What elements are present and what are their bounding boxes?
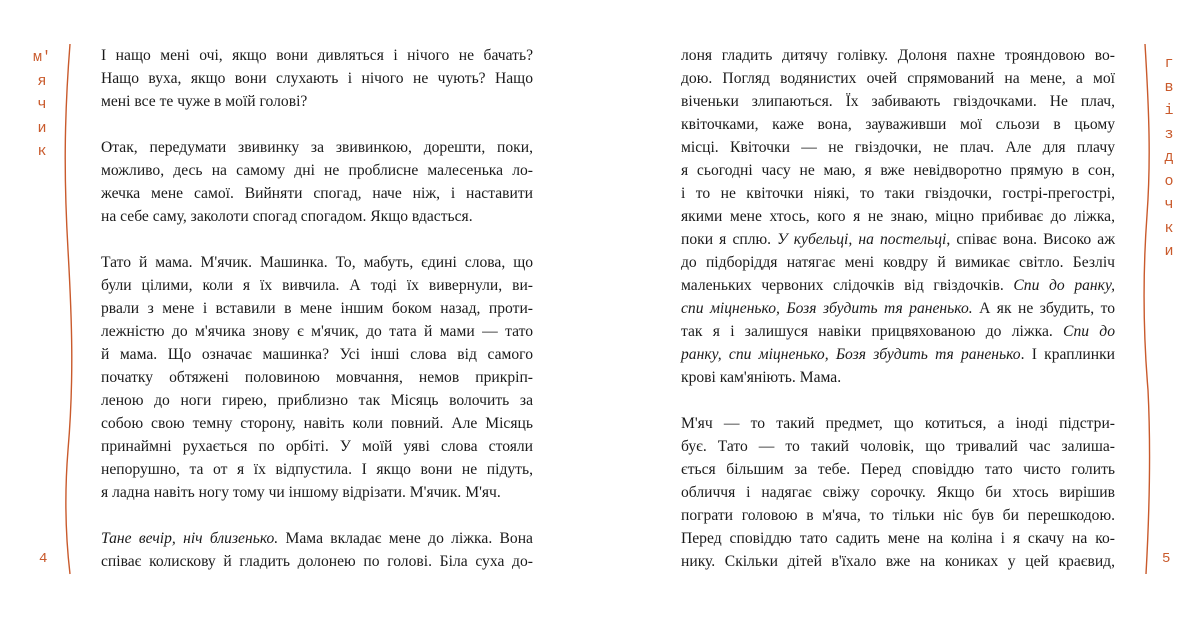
text-line: рвали з мене і вставили в мене іншим боком назад, проти- <box>101 300 533 317</box>
running-title-right <box>1157 52 1181 264</box>
running-title-letter: ч <box>1164 196 1174 213</box>
text-line: М'яч — то такий предмет, що котиться, а іноді підстри- <box>681 415 1115 432</box>
text-run: Мама вкладає мене до ліжка. Вона <box>278 530 533 547</box>
running-title-letter: г <box>1164 55 1174 72</box>
paragraph <box>101 251 533 504</box>
text-line: Тато й мама. М'ячик. Машинка. То, мабуть, єдині слова, що <box>101 254 533 271</box>
right-page-text <box>681 44 1115 573</box>
text-line: були цілими, коли я їх вивчила. А тоді їх вивернули, ви- <box>101 277 533 294</box>
text-line: дою. Погляд водянистих очей спрямований на мене, а мої <box>681 70 1115 87</box>
text-run: так я і залишуся навіки прицвяхованою до ліжка. <box>681 323 1064 340</box>
italic-quote: спи міцненько, Бозя збудить тя раненько. <box>681 300 973 317</box>
running-title-letter: и <box>37 119 47 137</box>
text-line: нику. Скільки дітей в'їхало вже на кониках у цей краєвид, <box>681 553 1115 570</box>
text-run: , співає вона. Високо аж <box>946 231 1116 248</box>
text-line: співає колискову й гладить долонею по голові. Біла суха до- <box>101 553 533 570</box>
text-line: І нащо мені очі, якщо вони дивляться і нічого не бачать? <box>101 47 533 64</box>
wavy-margin-rule-right <box>1137 0 1157 580</box>
text-line: квіточками, каже вона, зауваживши мої сльози в цьому <box>681 116 1115 133</box>
text-line <box>681 274 1115 297</box>
text-line <box>101 527 533 550</box>
text-run: поки я сплю. <box>681 231 778 248</box>
text-line: собою свою темну сторону, навіть коли повний. Але Місяць <box>101 415 533 432</box>
running-title-letter: в <box>1164 78 1174 96</box>
running-title-left <box>30 46 54 164</box>
text-line: Отак, передумати звивинку за звивинкою, дорешти, поки, <box>101 139 533 156</box>
text-line: початку обтяжені половиною мовчання, немов прикріп- <box>101 369 533 386</box>
text-line <box>681 297 1115 320</box>
paragraph <box>681 412 1115 573</box>
text-line: віченьки злипаються. Їх забивають гвіздочками. Не плач, <box>681 93 1115 110</box>
text-line: обличчя і надягає свіжу сорочку. Якщо би хтось вирішив <box>681 484 1115 501</box>
text-line <box>681 343 1115 366</box>
wavy-margin-rule-left <box>60 0 80 580</box>
paragraph <box>101 44 533 113</box>
text-line: пограти головою в м'яча, то тільки ніс був би перешкодою. <box>681 507 1115 524</box>
text-line <box>681 320 1115 343</box>
text-line: й мама. Що означає машинка? Усі інші слова від самого <box>101 346 533 363</box>
text-line: Перед сповіддю тато садить мене на коліна і я скачу на ко- <box>681 530 1115 547</box>
running-title-letter: я <box>37 72 47 90</box>
text-line: принаймні рухається по орбіті. У моїй уяві слова стояли <box>101 438 533 455</box>
italic-quote: Спи до <box>1063 323 1115 340</box>
text-line: Нащо вуха, якщо вони слухають і нічого не чують? Нащо <box>101 70 533 87</box>
text-line: до підборіддя натягає мені ковдру й вимикає світло. Безліч <box>681 254 1115 271</box>
page-number-right: 5 <box>1162 551 1171 567</box>
running-title-letter: о <box>1164 172 1174 190</box>
text-line: мені все те чуже в моїй голові? <box>101 93 308 110</box>
paragraph <box>101 136 533 228</box>
text-line: я сьогодні часу не маю, я вже невідворотно прямую в сон, <box>681 162 1115 179</box>
running-title-letter: к <box>1164 219 1174 237</box>
text-line <box>681 228 1115 251</box>
italic-quote: ранку, спи міцненько, Бозя збудить тя раненько <box>681 346 1021 363</box>
text-run: А як не збудить, то <box>972 300 1115 317</box>
text-line: я ладна навіть ногу тому чи іншому відрізати. М'ячик. М'яч. <box>101 484 501 501</box>
running-title-letter: і <box>1164 102 1174 119</box>
text-line: лоня гладить дитячу голівку. Долоня пахне трояндовою во- <box>681 47 1115 64</box>
text-line: місці. Квіточки — не гвіздочки, не плач. Але для плачу <box>681 139 1115 156</box>
paragraph <box>101 527 533 573</box>
text-line: і то не квіточки ніякі, то таки гвіздочки, гострі-прегострі, <box>681 185 1115 202</box>
text-line: лежністю до м'ячика знову є м'ячик, до тата й мами — тато <box>101 323 533 340</box>
text-line: жечка мене самої. Вийняти спогад, наче ніж, і наставити <box>101 185 533 202</box>
text-run: . І краплинки <box>1020 346 1115 363</box>
running-title-letter: м' <box>32 49 51 66</box>
italic-quote: Тане вечір, ніч близенько. <box>101 530 279 547</box>
running-title-letter: д <box>1164 149 1174 166</box>
paragraph <box>681 44 1115 389</box>
text-line: непорушно, та от я їх відпустила. І якщо вони не підуть, <box>101 461 533 478</box>
running-title-letter: и <box>1164 243 1174 260</box>
italic-quote: Спи до ранку, <box>1013 277 1115 294</box>
text-run: маленьких червоних слідочків від гвіздочків. <box>681 277 1014 294</box>
text-line: леною до ноги гирею, приблизно так Місяць волочить за <box>101 392 533 409</box>
text-line: крові кам'яніють. Мама. <box>681 369 842 386</box>
text-line: на себе саму, заколоти спогад спогадом. Якщо вдасться. <box>101 208 473 225</box>
italic-quote: У кубельці, на постельці <box>777 231 947 248</box>
page-number-left: 4 <box>39 551 48 567</box>
text-line: бує. Тато — то такий чоловік, що тривалий час залиша- <box>681 438 1115 455</box>
left-page-text <box>101 44 533 573</box>
running-title-letter: ч <box>37 96 47 113</box>
text-line: якими мене хтось, кого я не знаю, міцно прибиває до ліжка, <box>681 208 1115 225</box>
text-line: ється більшим за тебе. Перед сповіддю тато чисто голить <box>681 461 1115 478</box>
text-line: можливо, десь на самому дні не проблисне малесенька ло- <box>101 162 533 179</box>
running-title-letter: к <box>37 143 47 160</box>
running-title-letter: з <box>1164 125 1174 143</box>
